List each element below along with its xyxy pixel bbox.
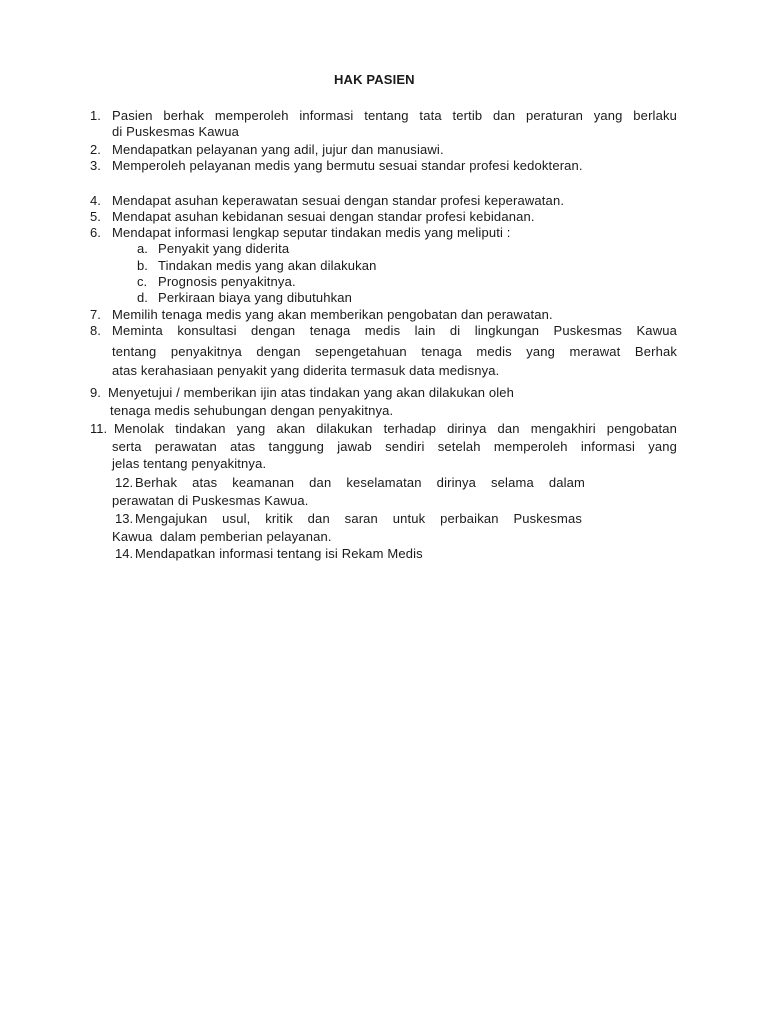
item-number: 13. <box>115 511 134 526</box>
list-item-text: tentang penyakitnya dengan sepengetahuan tenaga medis yang merawat Berhak <box>112 344 677 359</box>
item-number: 6. <box>90 225 101 240</box>
item-number: 3. <box>90 158 101 173</box>
page-title: HAK PASIEN <box>334 72 415 87</box>
list-item-text: Meminta konsultasi dengan tenaga medis lain di lingkungan Puskesmas Kawua <box>112 323 677 338</box>
subitem-letter: a. <box>137 241 148 256</box>
list-item-text: Mendapatkan informasi tentang isi Rekam Medis <box>135 546 423 561</box>
list-item-text: Berhak atas keamanan dan keselamatan dirinya selama dalam <box>135 475 585 490</box>
item-number: 9. <box>90 385 101 400</box>
item-number: 14. <box>115 546 134 561</box>
subitem-text: Penyakit yang diderita <box>158 241 290 256</box>
list-item-text: Memilih tenaga medis yang akan memberikan pengobatan dan perawatan. <box>112 307 553 322</box>
item-number: 2. <box>90 142 101 157</box>
list-item-text: Menyetujui / memberikan ijin atas tindakan yang akan dilakukan oleh <box>108 385 515 400</box>
subitem-letter: c. <box>137 274 148 289</box>
item-number: 11. <box>90 421 108 436</box>
list-item-text: Pasien berhak memperoleh informasi tentang tata tertib dan peraturan yang berlaku <box>112 108 677 123</box>
list-item-text: Mengajukan usul, kritik dan saran untuk perbaikan Puskesmas <box>135 511 582 526</box>
list-item-text: Mendapatkan pelayanan yang adil, jujur dan manusiawi. <box>112 142 444 157</box>
subitem-letter: d. <box>137 290 148 305</box>
subitem-letter: b. <box>137 258 148 273</box>
item-number: 8. <box>90 323 101 338</box>
list-item-text: Menolak tindakan yang akan dilakukan terhadap dirinya dan mengakhiri pengobatan <box>114 421 677 436</box>
item-number: 5. <box>90 209 101 224</box>
subitem-text: Tindakan medis yang akan dilakukan <box>158 258 377 273</box>
list-item-text: serta perawatan atas tanggung jawab sendiri setelah memperoleh informasi yang <box>112 439 677 454</box>
list-item-text: atas kerahasiaan penyakit yang diderita termasuk data medisnya. <box>112 363 500 378</box>
list-item-text: jelas tentang penyakitnya. <box>112 456 267 471</box>
subitem-text: Perkiraan biaya yang dibutuhkan <box>158 290 353 305</box>
list-item-text: Memperoleh pelayanan medis yang bermutu sesuai standar profesi kedokteran. <box>112 158 583 173</box>
list-item-text: perawatan di Puskesmas Kawua. <box>112 493 309 508</box>
item-number: 12. <box>115 475 134 490</box>
item-number: 7. <box>90 307 101 322</box>
list-item-text: Kawua dalam pemberian pelayanan. <box>112 529 332 544</box>
list-item-text: tenaga medis sehubungan dengan penyakitnya. <box>110 403 394 418</box>
list-item-text: Mendapat asuhan keperawatan sesuai dengan standar profesi keperawatan. <box>112 193 565 208</box>
item-number: 4. <box>90 193 101 208</box>
list-item-text: Mendapat informasi lengkap seputar tindakan medis yang meliputi : <box>112 225 511 240</box>
item-number: 1. <box>90 108 101 123</box>
subitem-text: Prognosis penyakitnya. <box>158 274 296 289</box>
list-item-text: Mendapat asuhan kebidanan sesuai dengan standar profesi kebidanan. <box>112 209 535 224</box>
list-item-text: di Puskesmas Kawua <box>112 124 239 139</box>
